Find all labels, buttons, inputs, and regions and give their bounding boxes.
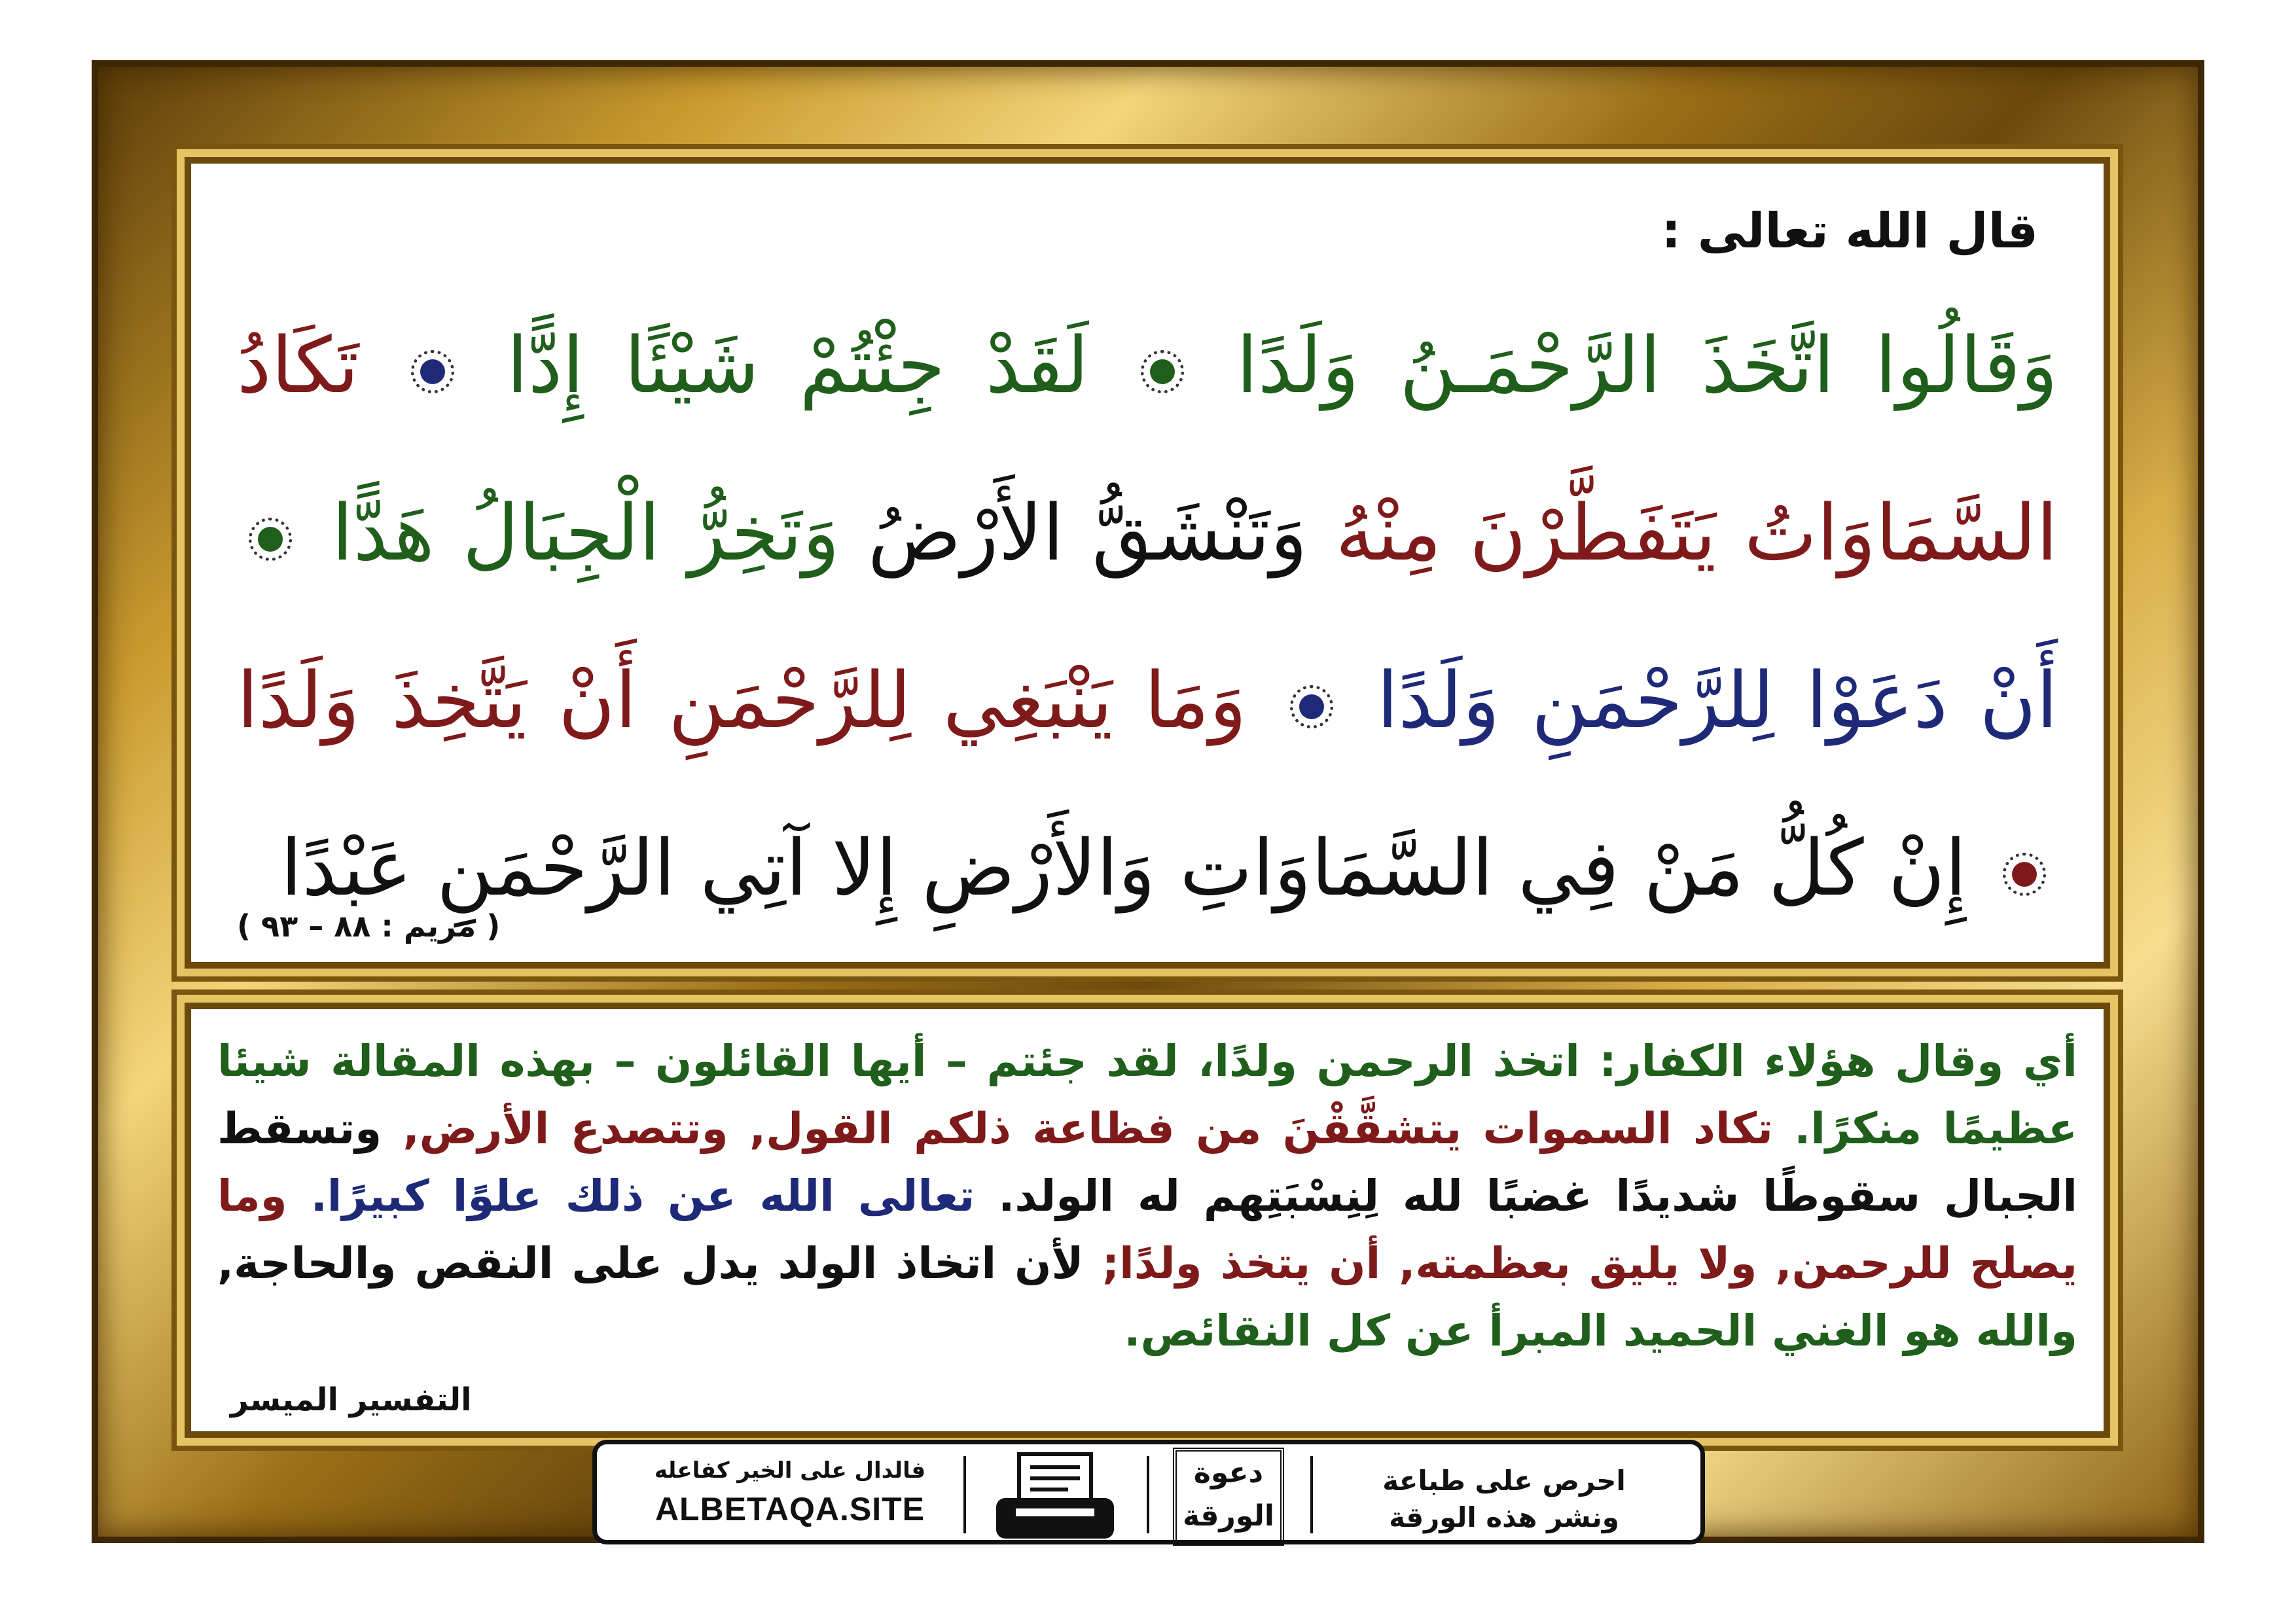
tafsir-segment: وما يصلح للرحمن, ولا يليق بعظمته, أن يتخذ ولدًا; <box>217 1171 2077 1289</box>
tafsir-segment: وتتصدع الأرض, <box>403 1103 728 1154</box>
verse-segment: وَقَالُوا اتَّخَذَ الرَّحْمَـنُ وَلَدًا <box>1236 320 2058 410</box>
logo <box>1173 1448 1284 1546</box>
footer-print-note <box>1354 1463 1655 1536</box>
verse-segment: إِنْ كُلُّ مَنْ فِي السَّمَاوَاتِ وَالأَرْضِ إِلا آتِي الرَّحْمَنِ عَبْدًا <box>280 823 1967 913</box>
site-link[interactable]: ALBETAQA.SITE <box>655 1491 925 1527</box>
tafsir-segment: والله هو الغني الحميد المبرأ عن كل النقائص. <box>1124 1306 2077 1356</box>
verse-segment: لَقَدْ جِئْتُمْ شَيْئًا إِدًّا <box>506 320 1089 410</box>
verse-reference: ( مريم : ٨٨ – ٩٣ ) <box>237 908 501 944</box>
printer-icon <box>990 1451 1121 1543</box>
verse-panel <box>191 164 2104 962</box>
verse-end-marker-icon <box>249 518 292 561</box>
footer-divider <box>963 1456 966 1533</box>
verse-segment: تَكَادُ السَّمَاوَاتُ يَتَفَطَّرْنَ مِنْهُ <box>237 320 2058 578</box>
quran-verses <box>237 281 2058 952</box>
verse-end-marker-icon <box>2003 853 2046 896</box>
heading: قال الله تعالى : <box>1661 203 2038 259</box>
footer-divider <box>1310 1456 1313 1533</box>
verse-segment: وَتَنْشَقُّ الأَرْضُ <box>867 488 1308 578</box>
verse-end-marker-icon <box>1141 350 1184 393</box>
tafsir-segment: أي وقال هؤلاء الكفار: اتخذ الرحمن ولدًا، لقد جئتم – أيها القائلون – بهذه المقالة شيئا عظيمًا منكرًا. <box>217 1036 2077 1154</box>
footer-divider <box>1147 1456 1149 1533</box>
footer-site-block <box>636 1457 944 1528</box>
tafsir-segment: تعالى الله عن ذلك علوًا كبيرًا. <box>310 1171 975 1221</box>
tafsir-text <box>217 1027 2077 1364</box>
tafsir-source: التفسير الميسر <box>230 1382 472 1418</box>
verse-end-marker-icon <box>411 350 454 393</box>
footer-banner <box>592 1440 1705 1544</box>
tafsir-panel <box>191 1009 2104 1431</box>
verse-segment: وَمَا يَنْبَغِي لِلرَّحْمَنِ أَنْ يَتَّخِذَ وَلَدًا <box>237 655 1247 745</box>
print-note-line2: ونشر هذه الورقة <box>1389 1501 1619 1533</box>
print-note-line1: احرص على طباعة <box>1382 1465 1626 1497</box>
tafsir-segment: وتسقط الجبال سقوطًا شديدًا غضبًا لله لِنِسْبَتِهم له الولد. <box>217 1103 2077 1221</box>
tafsir-segment: تكاد السموات يتشقَّقْنَ من فظاعة ذلكم القول, <box>749 1103 1773 1154</box>
verse-segment: أَنْ دَعَوْا لِلرَّحْمَنِ وَلَدًا <box>1376 655 2058 745</box>
verse-segment: وَتَخِرُّ الْجِبَالُ هَدًّا <box>331 488 840 578</box>
footer-slogan: فالدال على الخير كفاعله <box>654 1457 926 1484</box>
tafsir-segment: لأن اتخاذ الولد يدل على النقص والحاجة, <box>217 1238 1084 1289</box>
verse-end-marker-icon <box>1290 685 1333 728</box>
logo-line2: الورقة <box>1182 1499 1274 1533</box>
logo-line1: دعوة <box>1193 1456 1264 1489</box>
